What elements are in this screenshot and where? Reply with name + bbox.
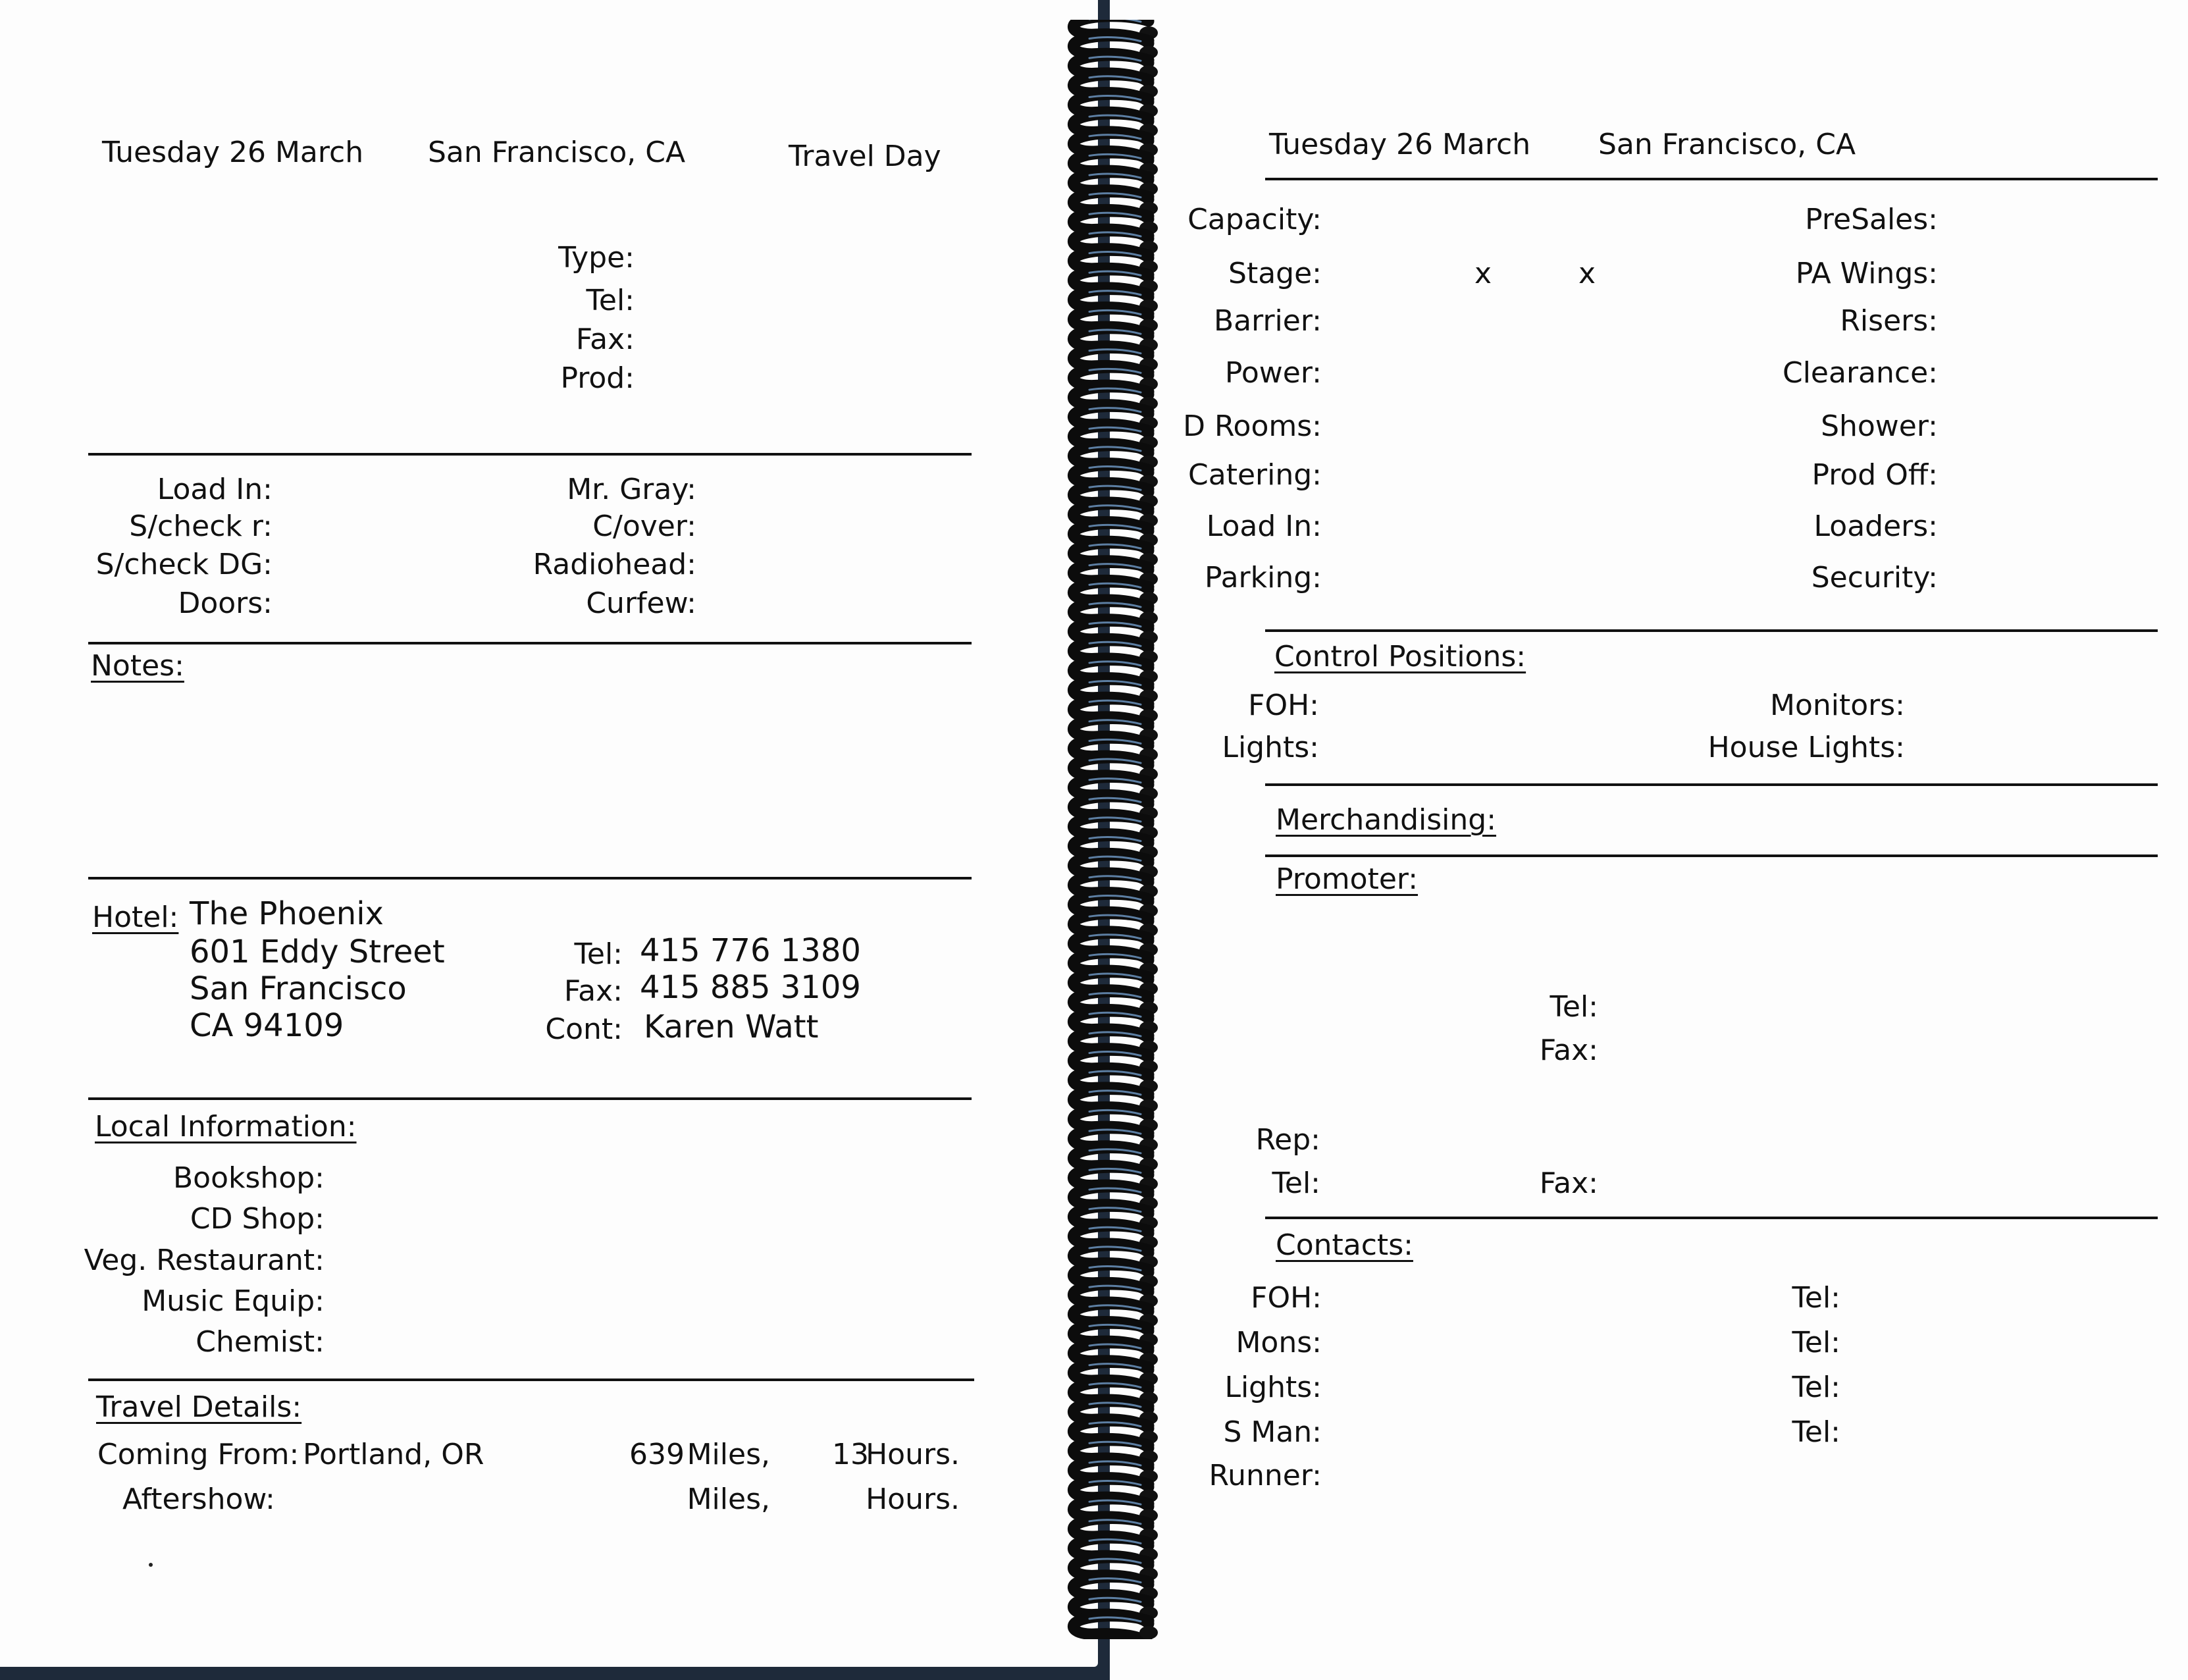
contact-runner-label: Runner: — [1209, 1459, 1322, 1492]
spiral-binding — [1050, 20, 1162, 1639]
scheck-r-label: S/check r: — [129, 510, 273, 543]
right-header-date: Tuesday 26 March — [1269, 128, 1531, 161]
loaders-label: Loaders: — [1813, 510, 1938, 543]
hotel-name: The Phoenix — [190, 895, 384, 932]
divider — [88, 877, 972, 879]
cd-shop-label: CD Shop: — [190, 1202, 325, 1236]
veg-restaurant-label: Veg. Restaurant: — [84, 1244, 325, 1277]
miles-value: 639 — [629, 1438, 685, 1471]
hotel-label: Hotel: — [92, 901, 179, 934]
clearance-label: Clearance: — [1782, 356, 1938, 390]
control-lights-label: Lights: — [1222, 731, 1319, 764]
load-in-label: Load In: — [157, 473, 273, 506]
hotel-street: 601 Eddy Street — [190, 933, 445, 970]
miles-label: Miles, — [687, 1438, 770, 1471]
hotel-tel-label: Tel: — [574, 937, 623, 971]
rep-tel-label: Tel: — [1272, 1167, 1320, 1200]
pa-wings-label: PA Wings: — [1795, 257, 1938, 290]
shower-label: Shower: — [1821, 409, 1938, 443]
rep-fax-label: Fax: — [1539, 1167, 1598, 1200]
hours-value: 13 — [832, 1438, 869, 1471]
stage-x-mark: x — [1578, 257, 1596, 290]
prod-off-label: Prod Off: — [1811, 458, 1938, 492]
music-equip-label: Music Equip: — [142, 1284, 325, 1318]
scheck-dg-label: S/check DG: — [95, 548, 273, 581]
speck — [149, 1563, 153, 1567]
left-page — [0, 0, 1098, 1667]
spiral-coil — [1073, 1616, 1158, 1639]
stage-x-mark: x — [1474, 257, 1492, 290]
contact-mons-label: Mons: — [1236, 1326, 1322, 1359]
left-header-day-type: Travel Day — [789, 140, 941, 173]
coming-from-label: Coming From: — [97, 1438, 300, 1471]
contact-lights-label: Lights: — [1224, 1371, 1322, 1404]
d-rooms-label: D Rooms: — [1183, 409, 1322, 443]
divider — [88, 1097, 972, 1100]
chemist-label: Chemist: — [195, 1325, 325, 1359]
promoter-label: Promoter: — [1276, 862, 1419, 896]
divider — [1265, 854, 2158, 857]
contact-tel-label: Tel: — [1792, 1281, 1840, 1315]
control-foh-label: FOH: — [1248, 689, 1319, 722]
capacity-label: Capacity: — [1187, 203, 1322, 236]
power-label: Power: — [1224, 356, 1322, 390]
divider — [1265, 629, 2158, 632]
hotel-tel: 415 776 1380 — [640, 932, 861, 969]
clover-label: C/over: — [592, 510, 696, 543]
parking-label: Parking: — [1205, 561, 1322, 594]
aftershow-label: Aftershow: — [122, 1483, 275, 1516]
security-label: Security: — [1811, 561, 1938, 594]
control-positions-label: Control Positions: — [1274, 640, 1526, 673]
hotel-fax: 415 885 3109 — [640, 969, 861, 1006]
radiohead-label: Radiohead: — [533, 548, 696, 581]
house-lights-label: House Lights: — [1707, 731, 1905, 764]
contact-tel-label: Tel: — [1792, 1415, 1840, 1449]
right-page — [1110, 0, 2188, 1680]
hotel-cont-label: Cont: — [545, 1012, 623, 1046]
venue-type-label: Type: — [558, 241, 635, 275]
coming-from-value: Portland, OR — [303, 1438, 484, 1471]
left-header-city: San Francisco, CA — [428, 136, 686, 169]
hotel-contact: Karen Watt — [644, 1009, 819, 1045]
contacts-label: Contacts: — [1276, 1228, 1413, 1262]
curfew-label: Curfew: — [586, 587, 696, 620]
divider — [1265, 783, 2158, 786]
aftershow-hours-label: Hours. — [866, 1483, 960, 1516]
contact-tel-label: Tel: — [1792, 1371, 1840, 1404]
mr-gray-label: Mr. Gray: — [567, 473, 696, 506]
right-header-city: San Francisco, CA — [1598, 128, 1856, 161]
risers-label: Risers: — [1840, 304, 1938, 338]
divider — [88, 642, 972, 644]
presales-label: PreSales: — [1805, 203, 1938, 236]
travel-details-label: Travel Details: — [96, 1390, 302, 1424]
contact-s-man-label: S Man: — [1223, 1415, 1322, 1449]
barrier-label: Barrier: — [1214, 304, 1322, 338]
venue-prod-label: Prod: — [560, 361, 635, 395]
notes-label: Notes: — [91, 649, 184, 683]
doors-label: Doors: — [178, 587, 273, 620]
contact-foh-label: FOH: — [1251, 1281, 1322, 1315]
load-in-label: Load In: — [1206, 510, 1322, 543]
contact-tel-label: Tel: — [1792, 1326, 1840, 1359]
venue-tel-label: Tel: — [586, 284, 635, 317]
monitors-label: Monitors: — [1769, 689, 1905, 722]
bookshop-label: Bookshop: — [173, 1161, 325, 1195]
catering-label: Catering: — [1188, 458, 1322, 492]
divider — [1265, 1217, 2158, 1219]
aftershow-miles-label: Miles, — [687, 1483, 770, 1516]
hotel-fax-label: Fax: — [563, 974, 623, 1008]
promoter-fax-label: Fax: — [1539, 1034, 1598, 1067]
rep-label: Rep: — [1255, 1123, 1320, 1157]
divider — [88, 1378, 974, 1381]
hours-label: Hours. — [866, 1438, 960, 1471]
hotel-zip: CA 94109 — [190, 1007, 344, 1044]
divider — [1265, 178, 2158, 180]
hotel-city: San Francisco — [190, 970, 407, 1007]
merchandising-label: Merchandising: — [1276, 803, 1497, 837]
venue-fax-label: Fax: — [575, 323, 635, 356]
promoter-tel-label: Tel: — [1550, 990, 1598, 1024]
left-header-date: Tuesday 26 March — [102, 136, 364, 169]
local-information-label: Local Information: — [95, 1110, 357, 1143]
stage-label: Stage: — [1228, 257, 1322, 290]
divider — [88, 453, 972, 456]
